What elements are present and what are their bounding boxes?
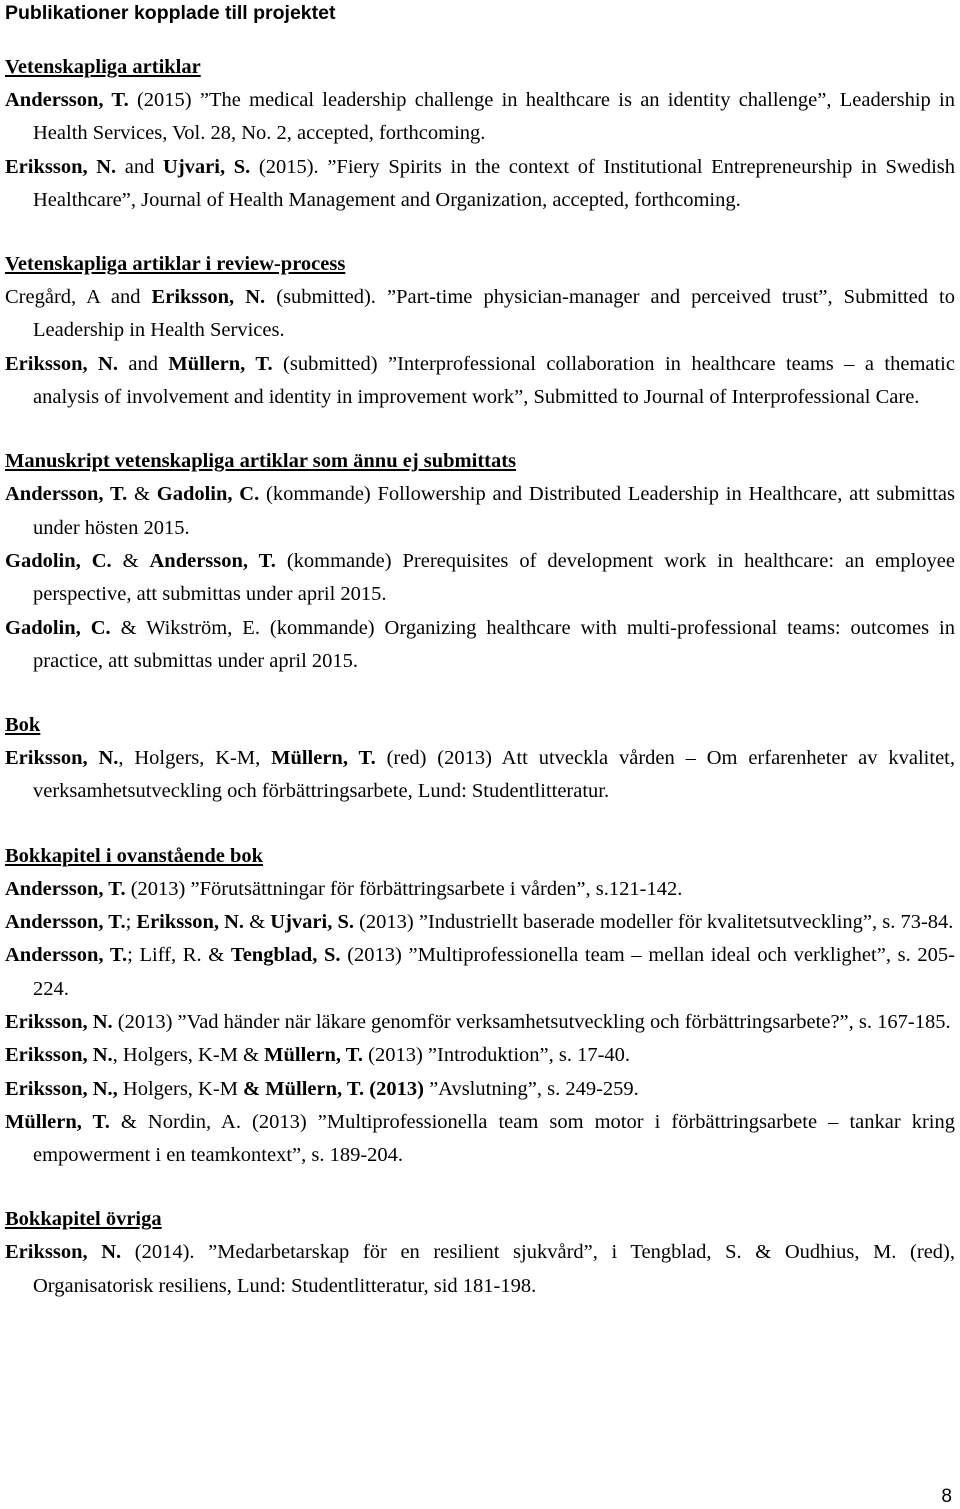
reference-text: (2014). ”Medarbetarskap för en resilient sjukvård”, i Tengblad, S. & Oudhius, M. (red), Organisatorisk resiliens, Lund: Studentlitteratur, sid 181-198. — [33, 1241, 956, 1297]
reference-entry — [5, 1073, 955, 1106]
reference-text: , Holgers, K-M & — [112, 1044, 265, 1067]
author-name: Andersson, T. — [5, 877, 126, 900]
author-name: Eriksson, N., — [5, 1077, 118, 1100]
reference-entry — [5, 348, 955, 415]
author-name: Andersson, T. — [5, 944, 128, 967]
reference-text: (2013) ”Industriellt baserade modeller för kvalitetsutveckling”, s. 73-84. — [353, 911, 954, 934]
section-bokkapitel-i-ovanstaende-bok — [5, 840, 955, 1173]
author-name: Müllern, T. — [264, 1044, 364, 1067]
section-spacer — [5, 217, 955, 248]
section-spacer — [5, 1172, 955, 1203]
author-name: Eriksson, N. — [5, 1010, 113, 1033]
author-name: Gadolin, C. — [156, 483, 260, 506]
reference-text: (2013) ”Introduktion”, s. 17-40. — [363, 1044, 631, 1067]
document-page — [5, 0, 955, 1303]
reference-text: ”Avslutning”, s. 249-259. — [423, 1077, 639, 1100]
author-name: Eriksson, N. — [5, 1044, 113, 1067]
reference-text: (red) (2013) Att utveckla vården – Om erfarenheter av kvalitet, verksamhetsutveckling och förbättringsarbete, Lund: Studentlitteratur. — [33, 747, 955, 803]
reference-text: Cregård, A and — [5, 286, 152, 309]
reference-text: & — [127, 483, 157, 506]
reference-text: (2015). ”Fiery Spirits in the context of Institutional Entrepreneurship in Swedish Healthcare”, Journal of Health Management and Organization, accepted, forthcoming. — [33, 155, 956, 211]
section-vetenskapliga-artiklar-i-review-process — [5, 248, 955, 414]
author-name: Müllern, T. — [271, 747, 376, 770]
page-number: 8 — [941, 1486, 952, 1507]
author-name: Müllern, T. — [5, 1110, 110, 1133]
author-name: Gadolin, C. — [5, 616, 111, 639]
section-heading: Manuskript vetenskapliga artiklar som ännu ej submittats — [5, 450, 517, 473]
reference-text: ; — [125, 911, 137, 934]
author-name: Ujvari, S. — [163, 155, 251, 178]
section-bok — [5, 709, 955, 809]
reference-entry — [5, 1039, 955, 1072]
reference-entry — [5, 1006, 955, 1039]
author-name: Eriksson, N. — [5, 747, 119, 770]
reference-entry — [5, 84, 955, 151]
author-name: Andersson, T. — [5, 483, 128, 506]
reference-entry — [5, 742, 955, 809]
author-name: Tengblad, S. — [230, 944, 341, 967]
section-spacer — [5, 678, 955, 709]
reference-entry — [5, 151, 955, 218]
reference-entry — [5, 545, 955, 612]
reference-text: Holgers, K-M — [117, 1077, 244, 1100]
section-bokkapitel-ovriga — [5, 1203, 955, 1303]
reference-text: (kommande) Followership and Distributed Leadership in Healthcare, att submittas under hösten 2015. — [33, 483, 956, 539]
section-heading: Bokkapitel i ovanstående bok — [5, 844, 264, 867]
reference-text: (2013) ”Förutsättningar för förbättringsarbete i vården”, s.121-142. — [125, 877, 683, 900]
publication-sections — [5, 31, 955, 1303]
author-name: & Müllern, T. (2013) — [243, 1077, 424, 1100]
section-vetenskapliga-artiklar — [5, 51, 955, 217]
section-manuskript-vetenskapliga-artiklar-som-annu-ej-submittats — [5, 445, 955, 678]
section-spacer — [5, 31, 955, 51]
reference-entry — [5, 281, 955, 348]
author-name: Eriksson, N. — [136, 911, 245, 934]
reference-entry — [5, 906, 955, 939]
reference-text: (submitted). ”Part-time physician-manager and perceived trust”, Submitted to Leadership in Health Services. — [33, 286, 955, 342]
reference-entry — [5, 1106, 955, 1173]
section-heading: Bokkapitel övriga — [5, 1208, 162, 1231]
reference-entry — [5, 939, 955, 1006]
author-name: Gadolin, C. — [5, 549, 112, 572]
reference-text: (submitted) ”Interprofessional collaboration in healthcare teams – a thematic analysis of involvement and identity in improvement work”, Submitted to Journal of Interprofessional Care. — [33, 352, 955, 409]
reference-text: & Nordin, A. (2013) ”Multiprofessionella team som motor i förbättringsarbete – tankar kring empowerment i en teamkontext”, s. 189-204. — [33, 1110, 955, 1167]
reference-entry — [5, 478, 955, 545]
author-name: Andersson, T. — [149, 549, 276, 572]
section-heading: Vetenskapliga artiklar — [5, 56, 201, 78]
section-spacer — [5, 809, 955, 840]
reference-text: ; Liff, R. & — [127, 944, 231, 967]
author-name: Eriksson, N. — [151, 286, 266, 309]
section-heading: Bok — [5, 714, 41, 737]
author-name: Eriksson, N. — [5, 352, 118, 375]
reference-text: and — [117, 352, 169, 375]
reference-text: , Holgers, K-M, — [118, 747, 272, 770]
page-title: Publikationer kopplade till projektet — [5, 2, 336, 24]
reference-text: & — [111, 549, 150, 572]
section-heading: Vetenskapliga artiklar i review-process — [5, 253, 346, 276]
reference-text: (2013) ”Vad händer när läkare genomför verksamhetsutveckling och förbättringsarbete?”, s. 167-185. — [112, 1010, 951, 1033]
reference-entry — [5, 612, 955, 679]
reference-entry — [5, 1236, 955, 1303]
author-name: Andersson, T. — [5, 89, 129, 111]
reference-text: (2015) ”The medical leadership challenge in healthcare is an identity challenge”, Leadership in Health Services, Vol. 28, No. 2, accepted, forthcoming. — [33, 89, 955, 145]
author-name: Ujvari, S. — [270, 911, 354, 934]
author-name: Müllern, T. — [168, 352, 273, 375]
reference-text: (kommande) Prerequisites of development work in healthcare: an employee perspective, att submittas under april 2015. — [33, 549, 955, 606]
author-name: Andersson, T. — [5, 911, 126, 934]
author-name: Eriksson, N. — [5, 1241, 122, 1264]
reference-entry — [5, 873, 955, 906]
reference-text: and — [116, 155, 164, 178]
author-name: Eriksson, N. — [5, 155, 117, 178]
reference-text: & — [244, 911, 271, 934]
section-spacer — [5, 414, 955, 445]
reference-text: (2013) ”Multiprofessionella team – mellan ideal och verklighet”, s. 205-224. — [33, 944, 955, 1000]
reference-text: & Wikström, E. (kommande) Organizing healthcare with multi-professional teams: outcomes in practice, att submittas under april 2015. — [33, 616, 955, 672]
